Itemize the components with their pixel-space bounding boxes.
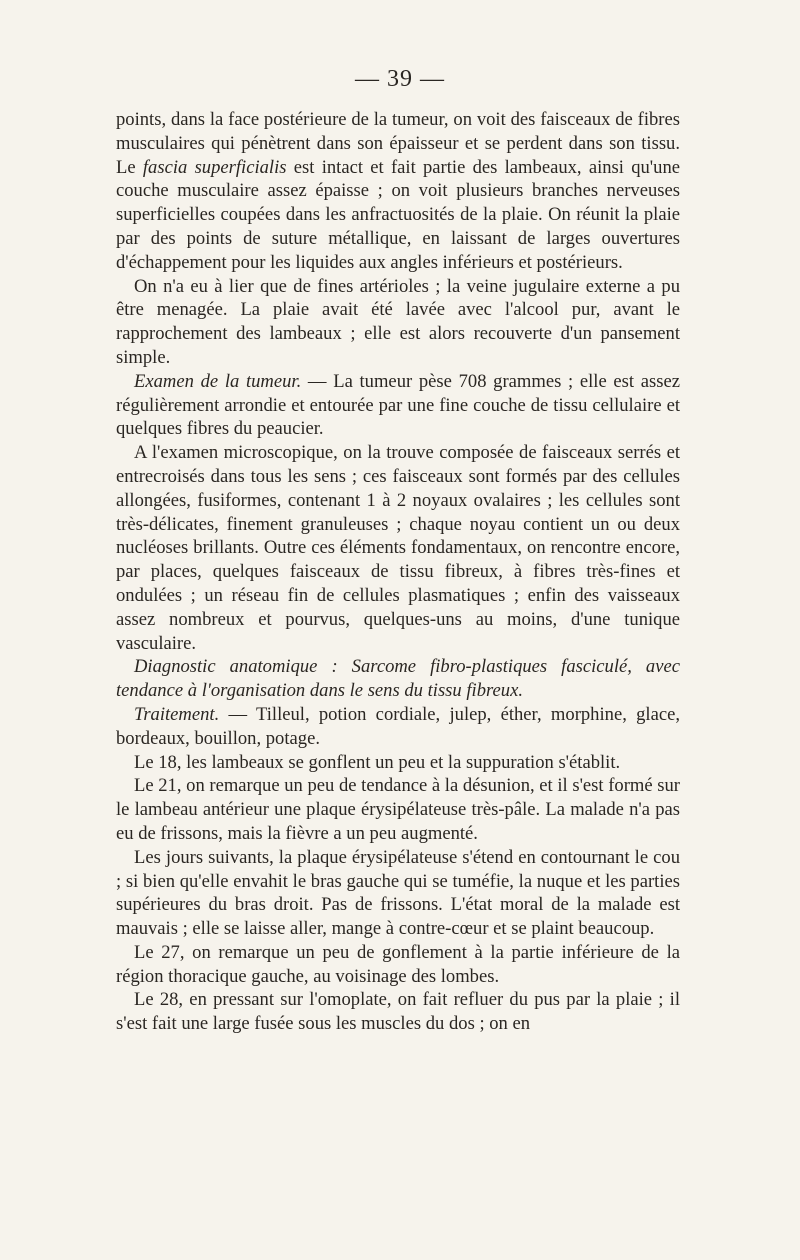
paragraph bbox=[116, 751, 680, 775]
text-run: Les jours suivants, la plaque érysipélateuse s'étend en contournant le cou ; si bien qu'elle envahit le bras gauche qui se tuméfie, la nuque et les parties supérieures du bras droit. Pas de frissons. L'état moral de la malade est mauvais ; elle se laisse aller, mange à contre-cœur et se plaint beaucoup. bbox=[116, 846, 680, 940]
paragraph bbox=[116, 846, 680, 941]
page-number: — 39 — bbox=[355, 66, 445, 92]
text-run: — Tilleul, potion cordiale, julep, éther, morphine, glace, bordeaux, bouillon, potage. bbox=[116, 703, 680, 749]
italic-text: Traitement. bbox=[134, 703, 220, 725]
body-text bbox=[116, 108, 680, 1036]
paragraph bbox=[116, 941, 680, 989]
text-run: — La tumeur pèse 708 grammes ; elle est assez régulièrement arrondie et entourée par une fine couche de tissu cellulaire et quelques fibres du peaucier. bbox=[116, 370, 680, 440]
paragraph bbox=[116, 441, 680, 655]
paragraph bbox=[116, 275, 680, 370]
text-run: On n'a eu à lier que de fines artérioles ; la veine jugulaire externe a pu être menagée. La plaie avait été lavée avec l'alcool pur, avant le rapprochement des lambeaux ; elle est alors recouverte d'un pansement simple. bbox=[116, 275, 680, 368]
italic-text: Examen de la tumeur. bbox=[134, 370, 302, 392]
text-run: points, dans la face postérieure de la tumeur, on voit des faisceaux de fibres musculaires qui pénètrent dans son épaisseur et se perdent dans son tissu. Le bbox=[116, 109, 680, 178]
italic-text: fascia superficialis bbox=[142, 156, 287, 178]
text-run: Le 18, les lambeaux se gonflent un peu et la suppuration s'établit. bbox=[134, 751, 621, 773]
paragraph bbox=[116, 988, 680, 1036]
paragraph bbox=[116, 655, 680, 703]
paragraph bbox=[116, 703, 680, 751]
text-run: Le 28, en pressant sur l'omoplate, on fait refluer du pus par la plaie ; il s'est fait une large fusée sous les muscles du dos ; on en bbox=[116, 989, 680, 1035]
text-run: Le 21, on remarque un peu de tendance à la désunion, et il s'est formé sur le lambeau antérieur une plaque érysipélateuse très-pâle. La malade n'a pas eu de frissons, mais la fièvre a un peu augmenté. bbox=[116, 775, 681, 844]
text-run: Le 27, on remarque un peu de gonflement à la partie inférieure de la région thoracique gauche, au voisinage des lombes. bbox=[116, 941, 680, 987]
italic-text: Diagnostic anatomique : Sarcome fibro-plastiques fasciculé, avec tendance à l'organisation dans le sens du tissu fibreux. bbox=[116, 656, 680, 702]
paragraph bbox=[116, 774, 680, 845]
paragraph bbox=[116, 370, 680, 441]
text-run: A l'examen microscopique, on la trouve composée de faisceaux serrés et entrecroisés dans tous les sens ; ces faisceaux sont formés par des cellules allongées, fusiformes, contenant 1 à 2 noyaux ovalaires ; les cellules sont très-délicates, finement granuleuses ; chaque noyau contient un ou deux nucléoses brillants. Outre ces éléments fondamentaux, on rencontre encore, par places, quelques faisceaux de tissu fibreux, à fibres très-fines et ondulées ; un réseau fin de cellules plasmatiques ; enfin des vaisseaux assez nombreux et pourvus, quelques-uns au moins, d'une tunique vasculaire. bbox=[116, 442, 680, 654]
paragraph bbox=[116, 108, 680, 275]
text-run: est intact et fait partie des lambeaux, ainsi qu'une couche musculaire assez épaisse ; on voit plusieurs branches nerveuses superficielles coupées dans les anfractuosités de la plaie. On réunit la plaie par des points de suture métallique, en laissant de larges ouvertures d'échappement pour les liquides aux angles inférieurs et postérieurs. bbox=[116, 156, 681, 273]
